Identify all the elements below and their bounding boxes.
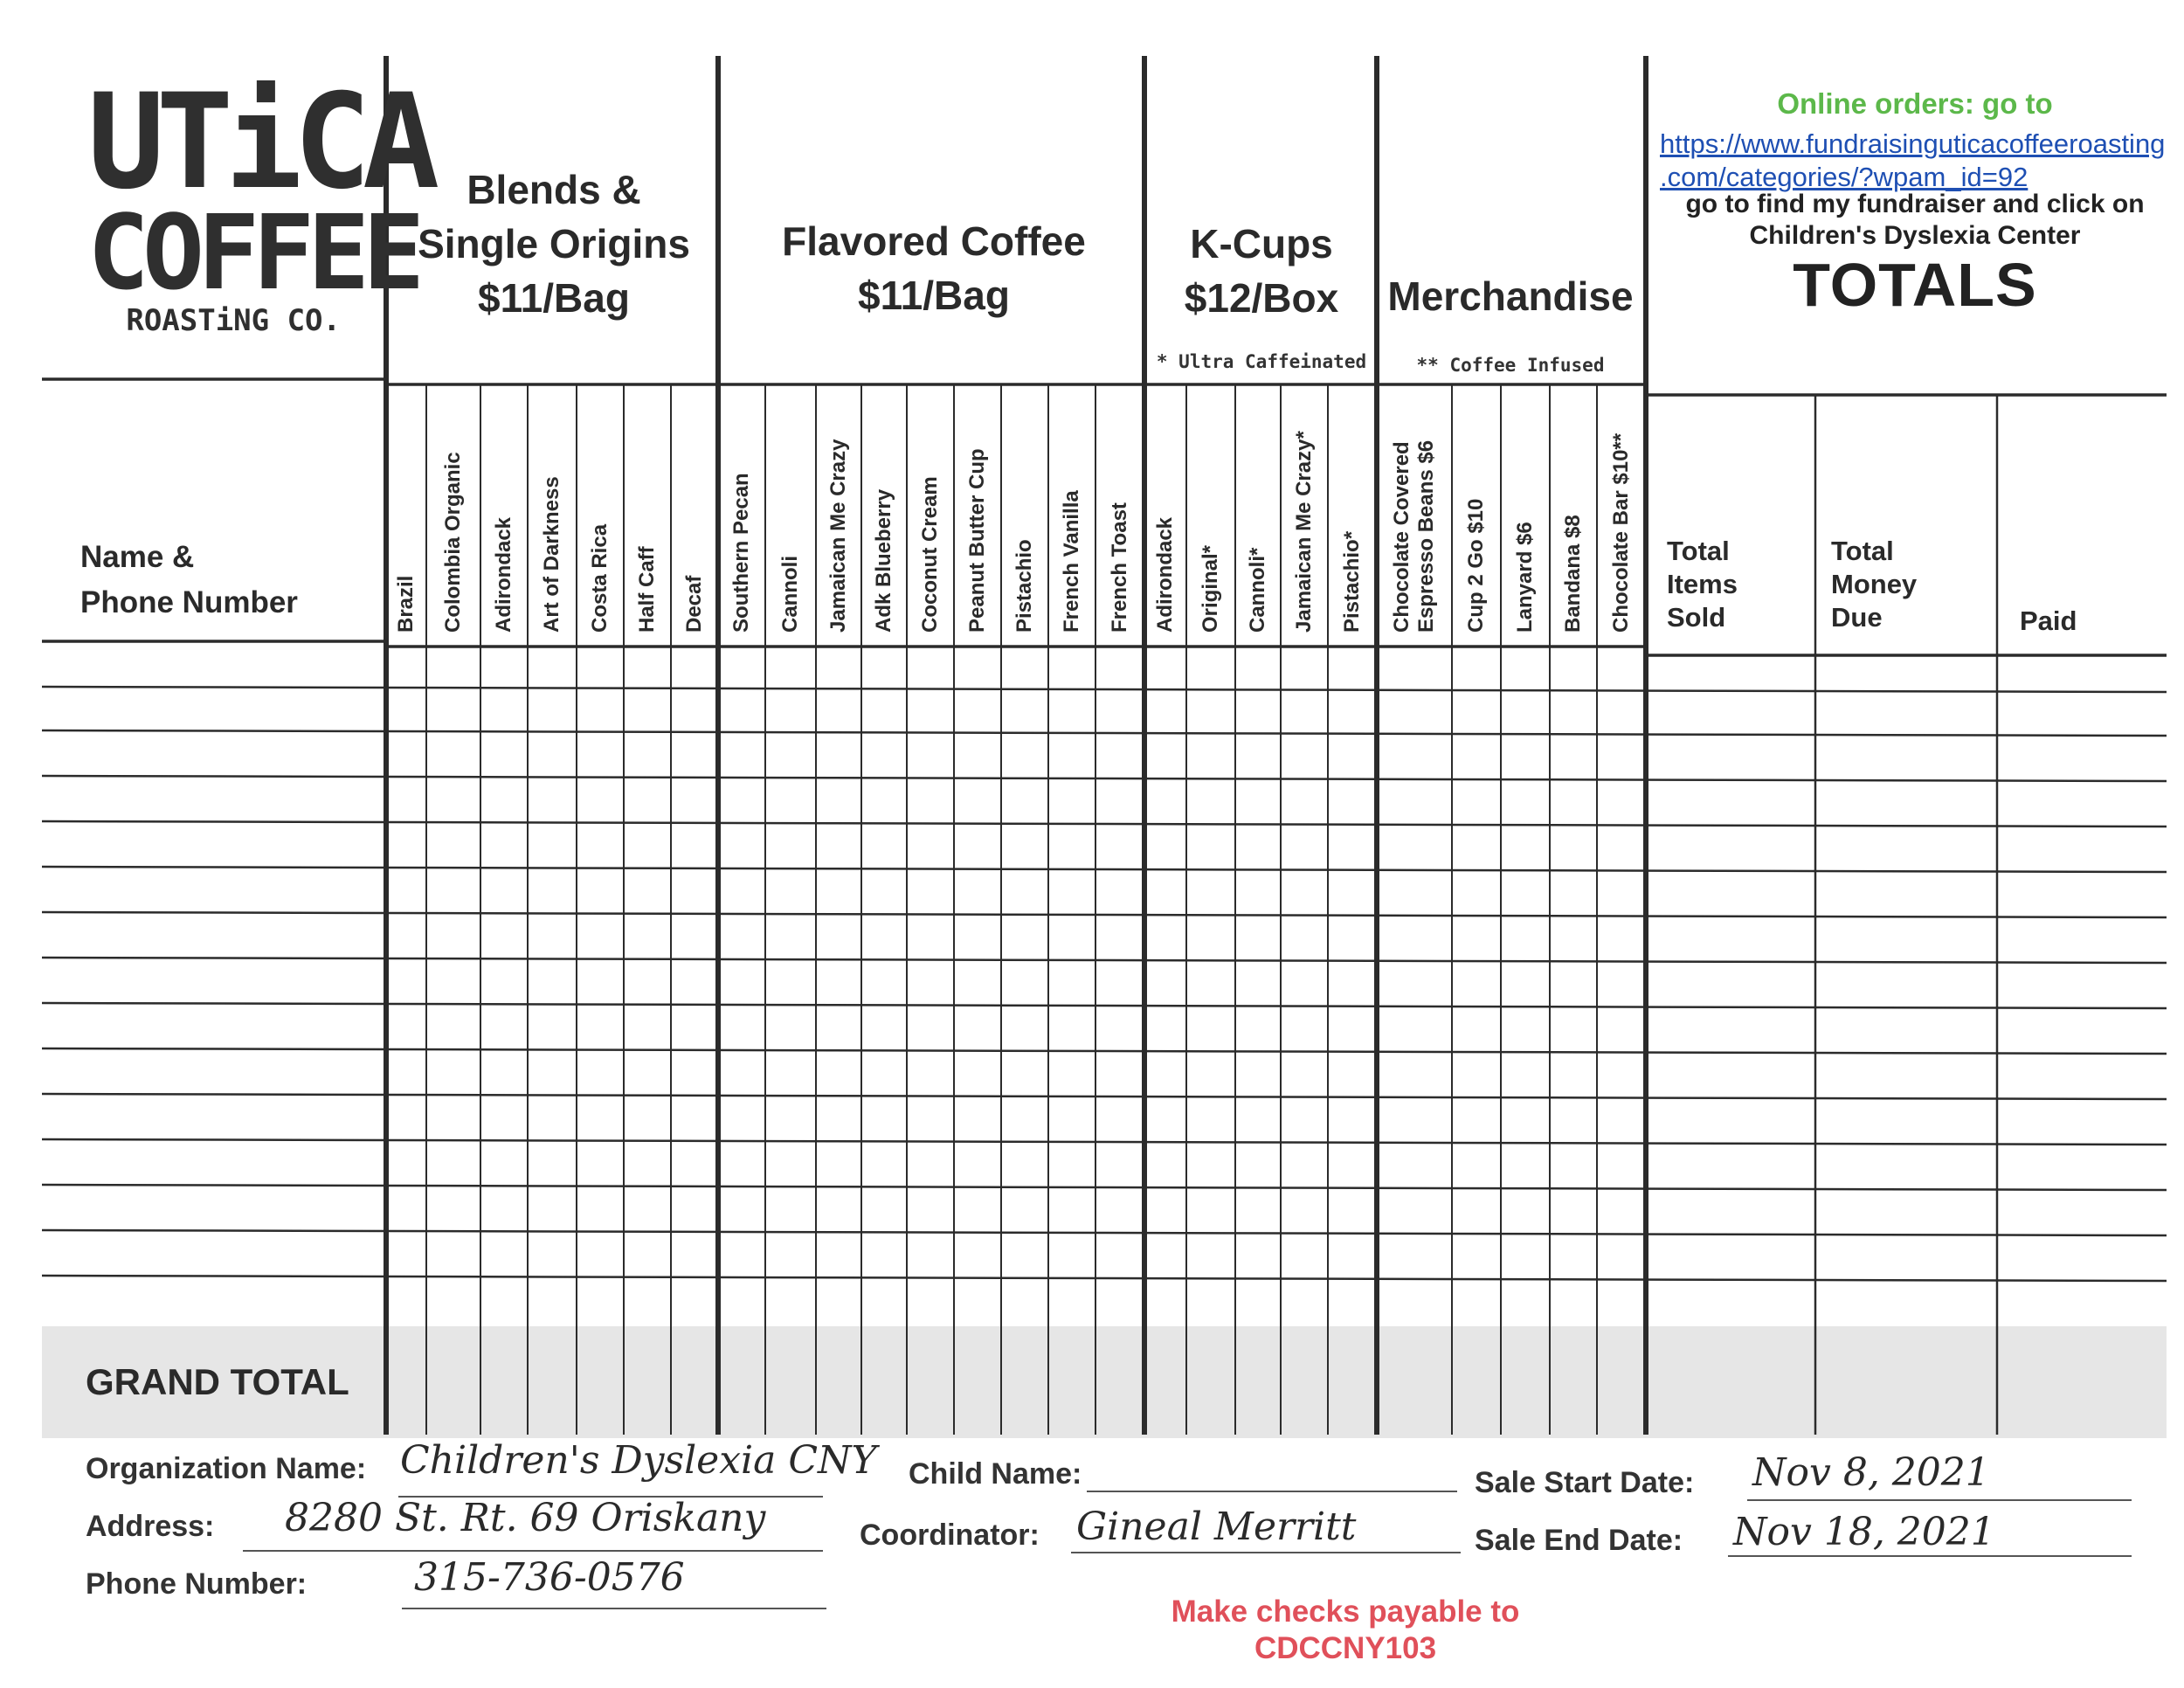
totals-heading: TOTALS (1793, 251, 2037, 319)
merch-note: ** Coffee Infused (1416, 355, 1605, 376)
column-label-line: Bandana $8 (1561, 515, 1585, 633)
column-label-merch (1609, 433, 1634, 633)
tot-header-line: Due (1831, 602, 1883, 633)
end-date-underline (1728, 1555, 2132, 1557)
column-label-line: Espresso Beans $6 (1414, 439, 1438, 633)
data-row-line (42, 1185, 2167, 1190)
tot-header-line: Sold (1667, 602, 1726, 633)
column-label-line: Southern Pecan (729, 473, 753, 633)
column-label-flavored (1013, 539, 1037, 633)
online-orders-instructions (1646, 189, 2184, 252)
data-row-line (42, 867, 2167, 872)
name-header-line: Name & (80, 540, 195, 574)
column-label-kcups (1199, 545, 1223, 633)
sale-start-date-label: Sale Start Date: (1475, 1466, 1695, 1499)
kcups-heading-line: K-Cups (1190, 221, 1333, 266)
column-label-flavored (778, 556, 803, 633)
column-label-line: Cup 2 Go $10 (1464, 498, 1488, 633)
column-label-flavored (1108, 502, 1132, 633)
organization-name-label: Organization Name: (86, 1452, 367, 1485)
column-label-flavored (826, 439, 851, 633)
column-label-blends (540, 476, 564, 633)
data-row-line (42, 687, 2167, 692)
child-name-label: Child Name: (909, 1457, 1082, 1491)
column-label-line: French Vanilla (1060, 490, 1083, 633)
column-label-line: Peanut Butter Cup (965, 448, 989, 633)
org-underline (398, 1496, 823, 1498)
url-line[interactable]: https://www.fundraisinguticacoffeeroasting (1660, 128, 2166, 159)
column-label-line: Jamaican Me Crazy* (1292, 431, 1316, 633)
online-orders-url[interactable] (1660, 128, 2181, 194)
total-money-due-header (1831, 535, 1917, 634)
column-label-merch (1464, 499, 1489, 633)
tot-header-line: Items (1667, 569, 1738, 599)
column-label-merch (1561, 515, 1586, 633)
url-line[interactable]: .com/categories/?wpam_id=92 (1660, 162, 2028, 192)
tot-header-line: Total (1831, 536, 1894, 566)
column-label-merch (1390, 440, 1439, 633)
sale-start-date-value[interactable]: Nov 8, 2021 (1752, 1450, 1990, 1495)
column-label-kcups (1246, 548, 1270, 633)
column-label-line: Jamaican Me Crazy (826, 439, 850, 633)
coordinator-label: Coordinator: (860, 1519, 1040, 1552)
column-label-line: Pistachio* (1340, 530, 1364, 633)
address-value[interactable]: 8280 St. Rt. 69 Oriskany (285, 1496, 766, 1540)
checks-line: CDCCNY103 (1254, 1631, 1437, 1665)
data-row-line (42, 821, 2167, 827)
checks-payable-note (1118, 1594, 1572, 1667)
logo-line-roasting: ROASTiNG CO. (126, 303, 341, 338)
column-label-line: Coconut Cream (918, 476, 942, 633)
grand-total-label: GRAND TOTAL (86, 1361, 349, 1402)
name-phone-header (80, 535, 298, 626)
column-label-blends (635, 546, 660, 633)
group-heading-merch (1377, 269, 1644, 323)
tot-header-line: Paid (2020, 605, 2077, 636)
sale-end-date-value[interactable]: Nov 18, 2021 (1733, 1510, 1995, 1554)
column-label-line: Cannoli (778, 556, 802, 633)
column-label-line: Lanyard $6 (1513, 522, 1537, 633)
column-label-line: Brazil (394, 575, 418, 633)
column-label-flavored (729, 473, 754, 633)
tot-header-line: Money (1831, 569, 1918, 599)
column-label-line: Chocolate Covered (1390, 441, 1413, 633)
data-row-line (42, 1003, 2167, 1008)
name-header-line: Phone Number (80, 585, 298, 619)
coordinator-underline (1071, 1552, 1461, 1553)
column-label-line: Adk Blueberry (872, 488, 895, 633)
merch-heading-line: Merchandise (1387, 273, 1634, 319)
coordinator-value[interactable]: Gineal Merritt (1076, 1505, 1357, 1549)
column-label-blends (394, 576, 418, 633)
data-row-line (42, 912, 2167, 917)
group-heading-blends (391, 163, 716, 325)
child-name-field[interactable] (1087, 1491, 1457, 1492)
column-label-line: French Toast (1108, 502, 1131, 633)
column-label-line: Chocolate Bar $10** (1609, 432, 1633, 633)
logo-line-utica: UTiCA (87, 66, 432, 218)
column-label-kcups (1292, 431, 1317, 633)
column-label-blends (441, 452, 466, 633)
kcups-heading-line: $12/Box (1184, 275, 1339, 321)
column-label-line: Adirondack (1153, 516, 1177, 633)
column-label-line: Colombia Organic (441, 452, 465, 633)
data-row-line (42, 1094, 2167, 1099)
column-label-line: Half Caff (635, 546, 659, 633)
column-label-blends (682, 576, 707, 633)
online-orders-title: Online orders: go to (1777, 87, 2053, 120)
flavored-heading-line: Flavored Coffee (782, 218, 1086, 264)
phone-underline (402, 1608, 826, 1609)
column-label-line: Pistachio (1013, 539, 1036, 633)
kcups-note: * Ultra Caffeinated (1156, 351, 1367, 372)
column-label-line: Adirondack (492, 516, 515, 633)
address-label: Address: (86, 1510, 215, 1543)
data-row-line (42, 730, 2167, 736)
phone-number-value[interactable]: 315-736-0576 (414, 1555, 685, 1600)
blends-heading-line: $11/Bag (478, 275, 630, 321)
sale-end-date-label: Sale End Date: (1475, 1524, 1683, 1557)
data-row-line (42, 958, 2167, 963)
column-label-flavored (965, 448, 990, 633)
column-label-flavored (1060, 490, 1084, 633)
data-row-line (42, 1048, 2167, 1054)
column-label-line: Original* (1199, 544, 1222, 633)
column-label-flavored (918, 476, 943, 633)
column-label-line: Cannoli* (1246, 547, 1269, 633)
column-label-blends (588, 524, 612, 633)
instr-line: Children's Dyslexia Center (1749, 221, 2081, 250)
paid-header (2020, 605, 2077, 638)
column-label-kcups (1340, 531, 1365, 633)
column-label-line: Decaf (682, 575, 706, 633)
column-label-flavored (872, 489, 896, 633)
data-row-line (42, 1139, 2167, 1145)
tot-header-line: Total (1667, 536, 1730, 566)
column-label-line: Art of Darkness (540, 476, 563, 633)
start-date-underline (1747, 1499, 2132, 1501)
checks-line: Make checks payable to (1171, 1595, 1520, 1629)
total-items-sold-header (1667, 535, 1738, 634)
data-row-line (42, 1230, 2167, 1235)
data-row-line (42, 776, 2167, 781)
instr-line: go to find my fundraiser and click on (1685, 190, 2145, 218)
flavored-heading-line: $11/Bag (858, 273, 1010, 318)
column-label-merch (1513, 522, 1538, 633)
logo-line-coffee: COFFEE (87, 192, 418, 313)
column-label-blends (492, 517, 516, 633)
organization-name-value[interactable]: Children's Dyslexia CNY (400, 1438, 877, 1483)
column-label-line: Costa Rica (588, 523, 612, 633)
blends-heading-line: Single Origins (418, 221, 690, 266)
address-underline (243, 1550, 823, 1552)
utica-coffee-logo (87, 66, 432, 338)
group-heading-flavored (722, 214, 1146, 322)
column-label-kcups (1153, 517, 1178, 633)
phone-number-label: Phone Number: (86, 1567, 308, 1601)
group-heading-kcups (1146, 217, 1377, 325)
data-row-line (42, 1276, 2167, 1281)
blends-heading-line: Blends & (467, 167, 641, 212)
